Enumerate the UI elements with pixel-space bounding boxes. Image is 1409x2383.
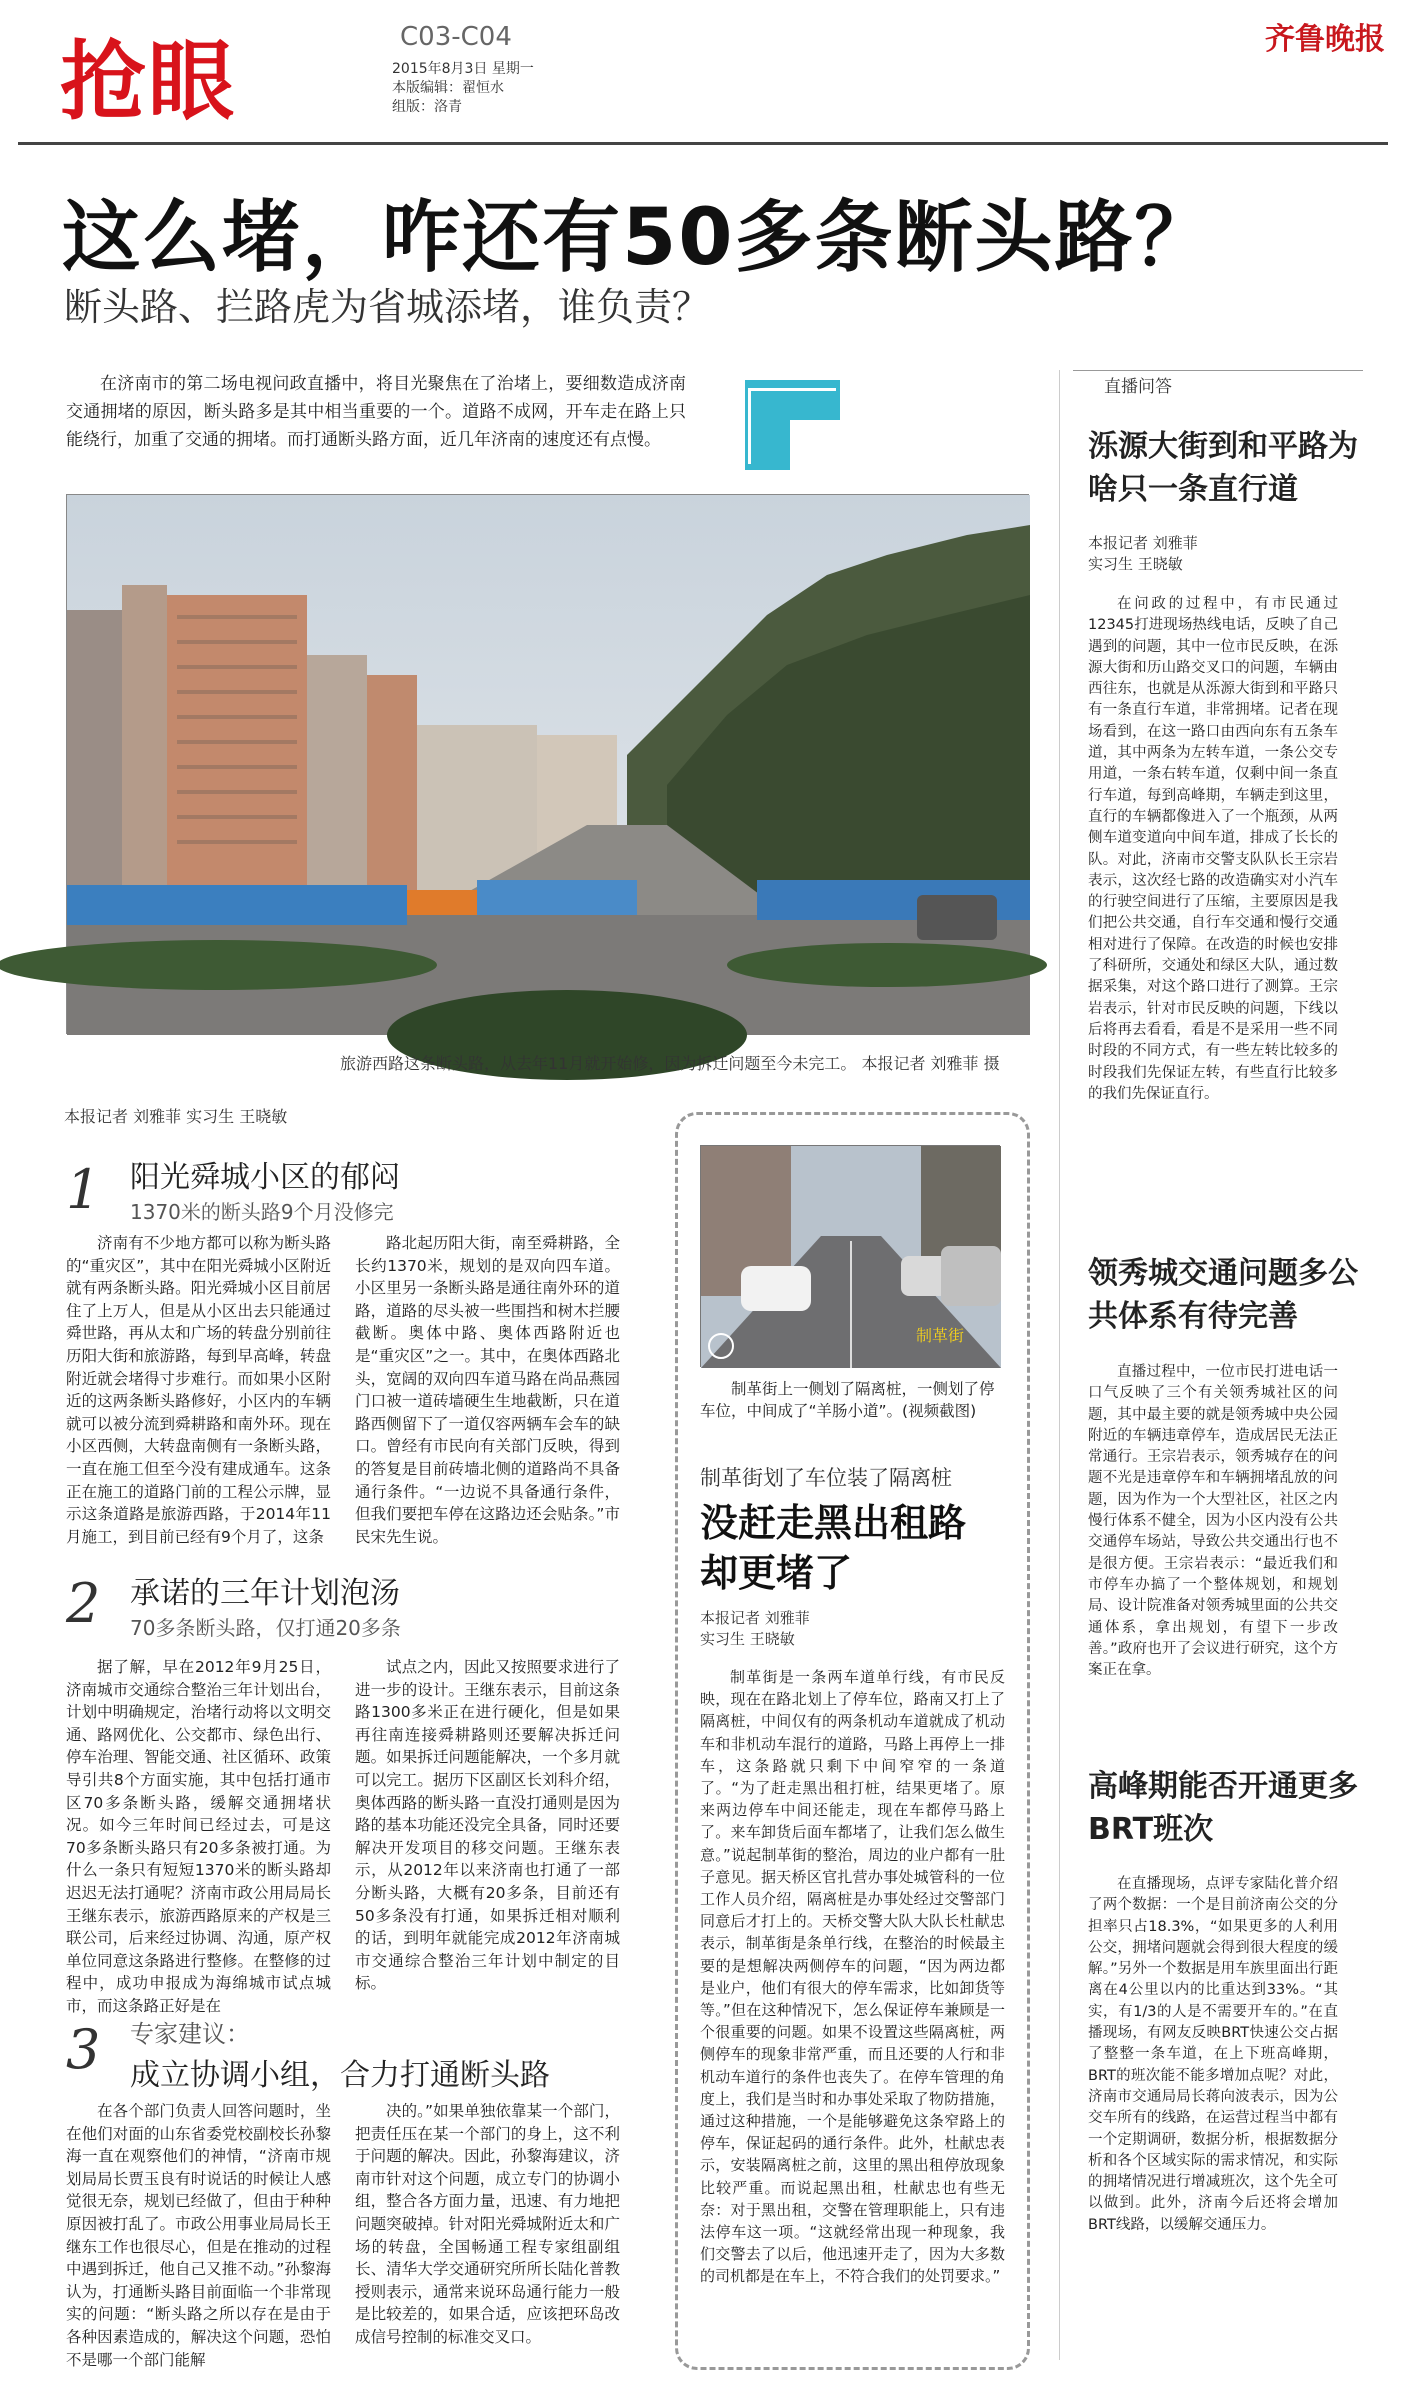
sidebar-item-title: 泺源大街到和平路为啥只一条直行道: [1088, 429, 1358, 507]
street-scene-illustration: [67, 495, 1030, 1035]
section-title: 阳光舜城小区的郁闷: [130, 1160, 400, 1195]
section-body-column: 决的。”如果单独依靠某一个部门，把责任压在某一个部门的身上，这不利于问题的解决。因此，孙黎海建议，济南市针对这个问题，成立专门的协调小组，整合各方面力量，迅速、有力地把问题突破掉。针对阳光舜城附近太和广场的转盘，全国畅通工程专家组副组长、清华大学交通研究所所长陆化普教授则表示，通常来说环岛通行能力一般是比较差的，如果合适，应该把环岛改成信号控制的标准交叉口。: [355, 2102, 620, 2346]
sidebar-tag: 直播问答: [1104, 377, 1172, 397]
section-body-column: 据了解，早在2012年9月25日，济南城市交通综合整治三年计划出台，计划中明确规定，治堵行动将以文明交通、路网优化、公交都市、绿色出行、停车治理、智能交通、社区循环、政策导引共8个方面实施，其中包括打通市区70多条断头路，缓解交通拥堵状况。如今三年时间已经过去，可是这70多条断头路只有20多条被打通。为什么一条只有短短1370米的断头路却迟迟无法打通呢？济南市政公用局局长王继东表示，旅游西路原来的产权是三联公司，后来经过协调、沟通，原产权单位同意这条路进行整修。在整修的过程中，成功申报成为海绵城市试点城市，而这条路正好是在: [66, 1658, 331, 2015]
section-number: 2: [66, 1572, 101, 1635]
section-title: 承诺的三年计划泡汤: [130, 1576, 400, 1611]
sidebar-item-title: 领秀城交通问题多公共体系有待完善: [1088, 1256, 1358, 1334]
section-subtitle: 1370米的断头路9个月没修完: [130, 1200, 394, 1224]
sidebar-item-body: 在问政的过程中，有市民通过12345打进现场热线电话，反映了自己遇到的问题，其中一位市民反映，在泺源大街和历山路交叉口的问题，车辆由西往东，也就是从泺源大街到和平路只有一条直行车道，非常拥堵。记者在现场看到，在这一路口由西向东有五条车道，其中两条为左转车道，一条公交专用道，一条右转车道，仅剩中间一条直行车道，每到高峰期，车辆走到这里，直行的车辆都像进入了一个瓶颈，从两侧车道变道向中间车道，排成了长长的队。对此，济南市交警支队队长王宗岩表示，这次经七路的改造确实对小汽车的行驶空间进行了压缩，主要原因是我们把公共交通，自行车交通和慢行交通相对进行了保障。在改造的时候也安排了科研所，交通处和绿区大队，通过数据采集，对这个路口进行了测算。王宗岩表示，针对市民反映的问题，下线以后将再去看看，看是不是采用一些不同时段的不同方式，有一些左转比较多的时段我们先保证左转，有些直行比较多的我们先保证直行。: [1088, 596, 1338, 1102]
page-number: C03-C04: [400, 22, 512, 52]
issue-editor: 本版编辑：翟恒水: [392, 80, 504, 96]
section-body-column: 试点之内，因此又按照要求进行了进一步的设计。王继东表示，目前这条路1300多米正在进行硬化，但是如果再往南连接舜耕路则还要解决拆迁问题。如果拆迁问题能解决，一个多月就可以完工。据历下区副区长刘科介绍，奥体西路的断头路一直没打通则是因为路的基本功能还没完全具备，同时还要解决开发项目的移交问题。王继东表示，从2012年以来济南也打通了一部分断头路，大概有20多条，目前还有50多条没有打通，如果拆迁相对顺利的话，到明年就能完成2012年济南城市交通综合整治三年计划中制定的目标。: [355, 1658, 620, 1993]
lead-paragraph: 在济南市的第二场电视问政直播中，将目光聚焦在了治堵上，要细数造成济南交通拥堵的原因，断头路多是其中相当重要的一个。道路不成网，开车走在路上只能绕行，加重了交通的拥堵。而打通断头路方面，近几年济南的速度还有点慢。: [66, 374, 686, 450]
paper-logo: 齐鲁晚报: [1265, 22, 1385, 57]
main-photo-caption: 旅游西路这条断头路，从去年11月就开始修，因为拆迁问题至今未完工。 本报记者 刘雅菲 摄: [340, 1054, 1000, 1073]
boxed-title: 没赶走黑出租路却更堵了: [700, 1501, 967, 1595]
sidebar-top-rule: [1073, 370, 1363, 371]
sidebar-divider: [1059, 370, 1060, 2360]
masthead-divider: [18, 142, 1388, 145]
article-byline: 本报记者 刘雅菲 实习生 王晓敏: [64, 1107, 288, 1126]
decorative-block-outline: [748, 388, 836, 464]
main-headline: 这么堵，咋还有50多条断头路？: [62, 193, 1215, 283]
sidebar-item-body: 直播过程中，一位市民打进电话一口气反映了三个有关领秀城社区的问题，其中最主要的就是领秀城中央公园附近的车辆违章停车，造成居民无法正常通行。王宗岩表示，领秀城存在的问题不光是违章停车和车辆拥堵乱放的问题，因为作为一个大型社区，社区之内慢行体系不健全，因为小区内没有公共交通停车场站，导致公共交通出行也不是很方便。王宗岩表示：“最近我们和市停车办搞了一个整体规划，和规划局、设计院准备对领秀城里面的公共交通体系，拿出规划，有望下一步改善。”政府也开了会议进行研究，这个方案正在拿。: [1088, 1364, 1338, 1679]
main-photo: [66, 494, 1029, 1034]
video-still-photo: [700, 1145, 1000, 1367]
section-body-column: 在各个部门负责人回答问题时，坐在他们对面的山东省委党校副校长孙黎海一直在观察他们的神情，“济南市规划局局长贾玉良有时说话的时候让人感觉很无奈，规划已经做了，但由于种种原因被打乱了。市政公用事业局局长王继东工作也很尽心，但是在推动的过程中遇到拆迁，他自己又推不动。”孙黎海认为，打通断头路目前面临一个非常现实的问题：“断头路之所以存在是由于各种因素造成的，解决这个问题，恐怕不是哪一个部门能解: [66, 2102, 331, 2369]
section-body-column: 路北起历阳大街，南至舜耕路，全长约1370米，规划的是双向四车道。小区里另一条断头路是通往南外环的道路，道路的尽头被一些围挡和树木拦腰截断。奥体中路、奥体西路附近也是“重灾区”之一。其中，在奥体西路北头，宽阔的双向四车道马路在尚品燕园门口被一道砖墙硬生生地截断，只在道路西侧留下了一道仅容两辆车会车的缺口。曾经有市民向有关部门反映，得到的答复是目前砖墙北侧的道路尚不具备通行条件。“一边说不具备通行条件，但我们要把车停在这路边还会贴条。”市民宋先生说。: [355, 1234, 620, 1546]
section-title: 成立协调小组，合力打通断头路: [130, 2058, 550, 2093]
boxed-body: 制革街是一条两车道单行线，有市民反映，现在在路北划上了停车位，路南又打上了隔离桩，中间仅有的两条机动车道就成了机动车和非机动车混行的道路，马路上再停上一排车，这条路就只剩下中间窄窄的一条道了。“为了赶走黑出租打桩，结果更堵了。原来两边停车中间还能走，现在车都停马路上了。来车卸货后面车都堵了，让我们怎么做生意。”说起制革街的整治，周边的业户都有一肚子意见。据天桥区官扎营办事处城管科的一位工作人员介绍，隔离桩是办事处经过交警部门同意后才打上的。天桥交警大队大队长杜献忠表示，制革街是条单行线，在整治的时候最主要的是想解决两侧停车的问题，“因为两边都是业户，他们有很大的停车需求，比如卸货等等。”但在这种情况下，怎么保证停车兼顾是一个很重要的问题。如果不设置这些隔离桩，两侧停车的现象非常严重，而且还要的人行和非机动车道行的条件也丧失了。在停车管理的角度上，我们是当时和办事处采取了物防措施，通过这种措施，一个是能够避免这条窄路上的停车，保证起码的通行条件。此外，杜献忠表示，安装隔离桩之前，这里的黑出租停放现象比较严重。而说起黑出租，杜献忠也有些无奈：对于黑出租，交警在管理职能上，只有违法停车这一项。“这就经常出现一种现象，我们交警去了以后，他迅速开走了，因为大多数的司机都是在车上，不符合我们的处罚要求。”: [700, 1668, 1005, 2286]
section-body-column: 济南有不少地方都可以称为断头路的“重灾区”，其中在阳光舜城小区附近就有两条断头路。阳光舜城小区目前居住了上万人，但是从小区出去只能通过舜世路，再从太和广场的转盘分别前往历阳大街和旅游路，每到早高峰，转盘附近就会堵得寸步难行。而如果小区附近的这两条断头路修好，小区内的车辆就可以被分流到舜耕路和南外环。现在小区西侧，大转盘南侧有一条断头路，一直在施工但至今没有建成通车。这条正在施工的道路门前的工程公示牌，显示这条道路是旅游西路，于2014年11月施工，到目前已经有9个月了，这条: [66, 1234, 331, 1546]
issue-layout: 组版：洛青: [392, 99, 462, 115]
street-sign-label: 制革街: [916, 1328, 965, 1345]
issue-date: 2015年8月3日 星期一: [392, 61, 534, 77]
section-brand: 抢眼: [60, 31, 236, 132]
issue-meta: [392, 60, 534, 117]
video-still-caption: 制革街上一侧划了隔离桩，一侧划了停车位，中间成了“羊肠小道”。(视频截图): [700, 1380, 995, 1420]
section-subtitle: 70多条断头路，仅打通20多条: [130, 1616, 401, 1640]
street-still-illustration: [701, 1146, 1001, 1368]
section-number: 3: [66, 2018, 101, 2081]
section-pretitle: 专家建议：: [130, 2020, 250, 2048]
sub-headline: 断头路、拦路虎为省城添堵，谁负责？: [64, 285, 711, 329]
sidebar-item-body: 在直播现场，点评专家陆化普介绍了两个数据：一个是目前济南公交的分担率只占18.3%，“如果更多的人利用公交，拥堵问题就会得到很大程度的缓解。”另外一个数据是用车族里面出行距离在4公里以内的比重达到33%。“其实，有1/3的人是不需要开车的。”在直播现场，有网友反映BRT快速公交占据了整整一条车道，在上下班高峰期，BRT的班次能不能多增加点呢？对此，济南市交通局局长蒋向波表示，因为公交车所有的线路，在运营过程当中都有一个定期调研，数据分析，根据数据分析和各个区域实际的需求情况，和实际的拥堵情况进行增减班次，这个先全可以做到。此外，济南今后还将会增加BRT线路，以缓解交通压力。: [1088, 1876, 1338, 2233]
boxed-kicker: 制革街划了车位装了隔离桩: [700, 1466, 952, 1490]
sidebar-byline-intern: 实习生 王晓敏: [1088, 555, 1183, 573]
sidebar-item-title: 高峰期能否开通更多BRT班次: [1088, 1769, 1358, 1847]
boxed-byline-intern: 实习生 王晓敏: [700, 1630, 795, 1648]
section-number: 1: [66, 1158, 101, 1221]
boxed-byline-reporter: 本报记者 刘雅菲: [700, 1609, 810, 1627]
sidebar-byline-reporter: 本报记者 刘雅菲: [1088, 534, 1198, 552]
